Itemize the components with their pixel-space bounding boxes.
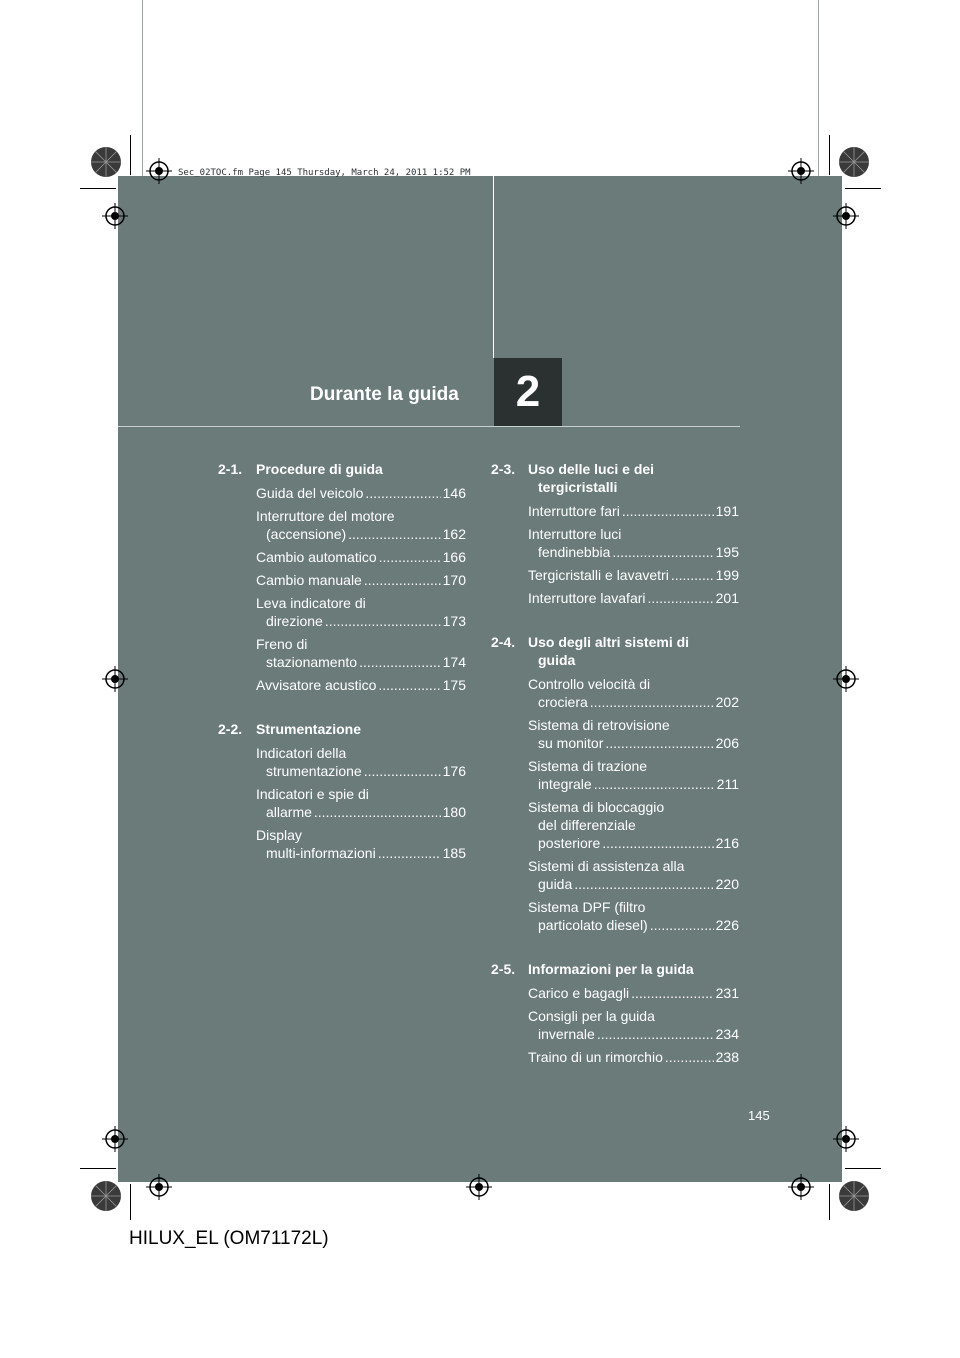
dot-leader [671,566,714,584]
color-target-icon [838,1180,870,1212]
entry-line [528,857,739,875]
entry-line [256,484,466,502]
entry-line [528,525,739,543]
registration-mark-icon [146,158,172,184]
dot-leader [378,844,441,862]
section-heading[interactable] [218,720,466,738]
toc-section [491,460,739,607]
color-target-icon [90,1180,122,1212]
entry-line [528,693,739,711]
entry-line [528,1048,739,1066]
section-heading[interactable] [491,960,739,978]
entry-line [528,675,739,693]
entry-line [528,916,739,934]
toc-entry[interactable] [528,857,739,893]
entry-page-number: 238 [715,1049,739,1065]
toc-entry[interactable] [528,589,739,607]
page-number: 145 [748,1108,770,1123]
entry-line [256,762,466,780]
toc-entry[interactable] [256,507,466,543]
dot-leader [379,548,441,566]
toc-entry[interactable] [528,898,739,934]
toc-entry[interactable] [256,635,466,671]
toc-entry[interactable] [256,785,466,821]
entry-line [528,1007,739,1025]
entry-title: Sistema di trazione [528,758,648,774]
entry-page-number: 185 [442,845,466,861]
dot-leader [325,612,441,630]
dot-leader [378,676,440,694]
toc-entry[interactable] [528,716,739,752]
registration-mark-icon [833,666,859,692]
entry-line [256,507,466,525]
entry-line [256,548,466,566]
entry-page-number: 231 [715,985,739,1001]
crop-line [130,135,131,175]
entry-line [256,744,466,762]
section-title [528,633,689,669]
entry-title: Sistema DPF (filtro [528,899,646,915]
entry-page-number: 202 [715,694,739,710]
entry-title: Indicatori e spie di [256,786,369,802]
entry-title: Interruttore luci [528,526,622,542]
entry-title: Guida del veicolo [256,485,364,501]
dot-leader [314,803,441,821]
entry-line [528,1025,739,1043]
entry-title: Sistemi di assistenza alla [528,858,685,874]
crop-line [829,1184,830,1220]
section-number: 2-2. [218,721,243,737]
toc-section [491,960,739,1066]
entry-title: Indicatori della [256,745,347,761]
entry-line [528,798,739,816]
section-title-line: guida [538,652,576,668]
entry-line [528,816,739,834]
entry-title: direzione [266,613,323,629]
dot-leader [590,693,714,711]
entry-title: Interruttore lavafari [528,590,646,606]
dot-leader [365,484,440,502]
dot-leader [348,525,440,543]
registration-mark-icon [833,1126,859,1152]
dot-leader [602,834,713,852]
divider-line [818,0,819,176]
entry-title: posteriore [538,835,601,851]
entry-title: Controllo velocità di [528,676,651,692]
color-target-icon [838,146,870,178]
toc-entry[interactable] [256,676,466,694]
dot-leader [631,984,713,1002]
divider-line [142,0,143,176]
toc-section [218,720,466,862]
section-heading[interactable] [491,460,739,496]
entry-line [256,571,466,589]
entry-page-number: 170 [442,572,466,588]
crop-line [829,135,830,175]
document-code: HILUX_EL (OM71172L) [129,1228,329,1249]
entry-title: Cambio automatico [256,549,377,565]
section-number: 2-4. [491,634,516,650]
toc-entry[interactable] [256,571,466,589]
entry-line [256,525,466,543]
entry-page-number: 176 [442,763,466,779]
dot-leader [622,502,714,520]
entry-line [528,984,739,1002]
entry-line [528,502,739,520]
entry-title: Traino di un rimorchio [528,1049,663,1065]
toc-entry[interactable] [528,798,739,852]
registration-mark-icon [833,203,859,229]
entry-page-number: 211 [716,776,739,792]
section-title-line: Uso delle luci e dei [528,461,655,477]
entry-line [256,826,466,844]
registration-mark-icon [466,1174,492,1200]
section-title-line: Strumentazione [256,721,362,737]
toc-entry[interactable] [256,548,466,566]
section-title-line: Informazioni per la guida [528,961,694,977]
section-heading[interactable] [491,633,739,669]
dot-leader [364,762,441,780]
toc-entry[interactable] [528,1007,739,1043]
crop-line [845,1168,881,1169]
entry-title: particolato diesel) [538,917,648,933]
entry-title: guida [538,876,573,892]
dot-leader [605,734,713,752]
entry-title: del differenziale [538,817,636,833]
entry-title: stazionamento [266,654,358,670]
section-heading[interactable] [218,460,466,478]
entry-page-number: 195 [715,544,739,560]
entry-line [256,612,466,630]
entry-line [256,803,466,821]
toc-column-left [218,460,466,888]
toc-entry[interactable] [256,484,466,502]
toc-section [218,460,466,694]
entry-page-number: 166 [442,549,466,565]
entry-title: multi-informazioni [266,845,376,861]
entry-page-number: 175 [442,677,466,693]
dot-leader [650,916,714,934]
entry-title: strumentazione [266,763,362,779]
header-rule [118,426,740,427]
file-info: Sec_02TOC.fm Page 145 Thursday, March 24, 2011 1:52 PM [178,168,471,178]
registration-mark-icon [788,158,814,184]
entry-page-number: 216 [715,835,739,851]
entry-title: Freno di [256,636,308,652]
entry-line [528,898,739,916]
toc-entry[interactable] [256,744,466,780]
entry-page-number: 220 [715,876,739,892]
entry-line [256,676,466,694]
dot-leader [574,875,713,893]
entry-title: Display [256,827,302,843]
entry-line [528,757,739,775]
entry-line [256,653,466,671]
entry-page-number: 201 [715,590,739,606]
entry-line [528,566,739,584]
section-title [528,960,694,978]
entry-line [256,594,466,612]
toc-column-right [491,460,739,1092]
entry-title: Interruttore del motore [256,508,395,524]
entry-page-number: 173 [442,613,466,629]
section-title-line: Uso degli altri sistemi di [528,634,690,650]
toc-entry[interactable] [528,1048,739,1066]
entry-line [256,635,466,653]
entry-title: Leva indicatore di [256,595,366,611]
entry-line [528,834,739,852]
entry-page-number: 199 [715,567,739,583]
toc-entry[interactable] [528,566,739,584]
section-number: 2-3. [491,461,516,477]
entry-title: Avvisatore acustico [256,677,377,693]
section-number: 2-5. [491,961,516,977]
toc-entry[interactable] [528,675,739,711]
entry-page-number: 206 [715,735,739,751]
section-title-line: tergicristalli [538,479,618,495]
registration-mark-icon [102,666,128,692]
dot-leader [612,543,713,561]
entry-title: Sistema di bloccaggio [528,799,665,815]
crop-line [130,1184,131,1220]
entry-line [528,775,739,793]
toc-entry[interactable] [528,757,739,793]
toc-entry[interactable] [528,525,739,561]
crop-line [80,188,116,189]
registration-mark-icon [146,1174,172,1200]
entry-page-number: 191 [715,503,739,519]
section-title [256,720,361,738]
entry-title: Cambio manuale [256,572,362,588]
dot-leader [665,1048,714,1066]
dot-leader [648,589,714,607]
chapter-title: Durante la guida [310,384,459,405]
dot-leader [359,653,441,671]
entry-title: Consigli per la guida [528,1008,655,1024]
entry-title: (accensione) [266,526,347,542]
registration-mark-icon [788,1174,814,1200]
dot-leader [597,1025,714,1043]
color-target-icon [90,146,122,178]
entry-line [528,716,739,734]
dot-leader [594,775,715,793]
toc-entry[interactable] [528,502,739,520]
toc-entry[interactable] [256,594,466,630]
toc-entry[interactable] [256,826,466,862]
entry-title: su monitor [538,735,604,751]
section-title [256,460,383,478]
entry-line [528,875,739,893]
entry-line [256,844,466,862]
toc-section [491,633,739,934]
section-title-line: Procedure di guida [256,461,383,477]
crop-line [80,1168,116,1169]
entry-title: invernale [538,1026,595,1042]
entry-line [256,785,466,803]
entry-page-number: 146 [442,485,466,501]
entry-title: integrale [538,776,592,792]
registration-mark-icon [102,1126,128,1152]
entry-title: Tergicristalli e lavavetri [528,567,669,583]
entry-line [528,734,739,752]
entry-page-number: 226 [715,917,739,933]
entry-line [528,543,739,561]
entry-page-number: 180 [442,804,466,820]
dot-leader [364,571,441,589]
crop-line [845,188,881,189]
entry-title: crociera [538,694,588,710]
entry-page-number: 234 [715,1026,739,1042]
entry-title: Sistema di retrovisione [528,717,670,733]
chapter-number-box: 2 [494,358,562,426]
section-number: 2-1. [218,461,243,477]
entry-title: Interruttore fari [528,503,620,519]
divider-line [493,0,494,358]
entry-line [528,589,739,607]
registration-mark-icon [102,203,128,229]
entry-title: Carico e bagagli [528,985,630,1001]
entry-title: fendinebbia [538,544,611,560]
entry-page-number: 162 [442,526,466,542]
section-title [528,460,654,496]
entry-title: allarme [266,804,312,820]
toc-entry[interactable] [528,984,739,1002]
entry-page-number: 174 [442,654,466,670]
